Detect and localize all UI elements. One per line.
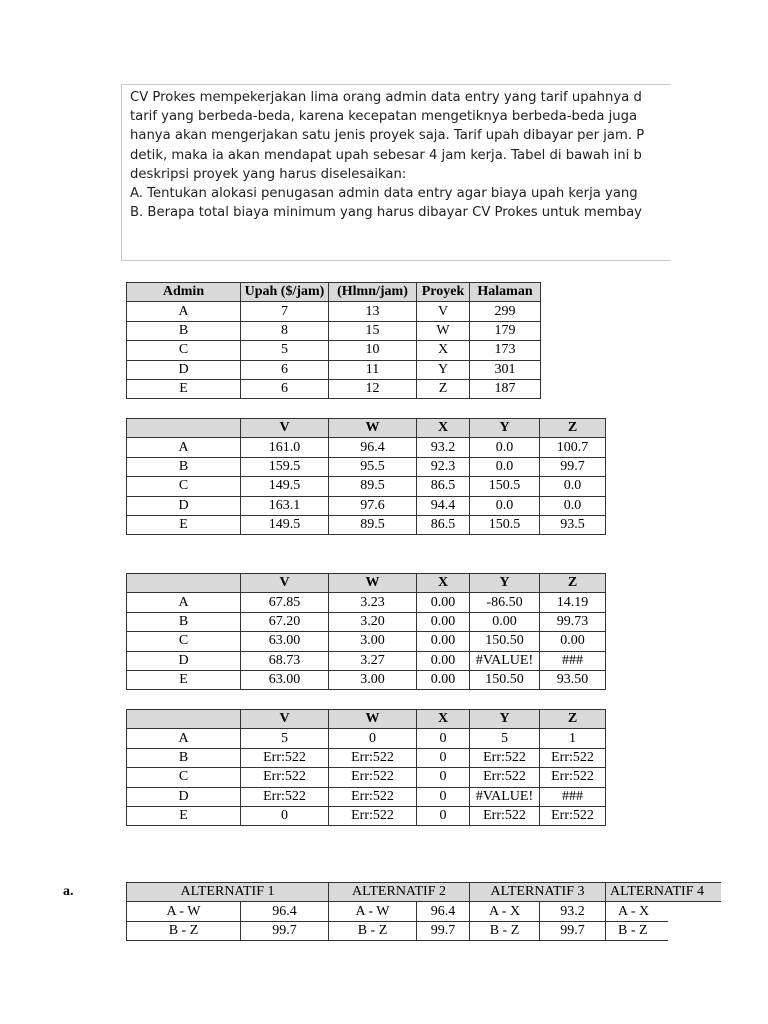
table-cell: E [127,670,241,689]
table-cell: #VALUE! [470,787,540,806]
alternative-header: ALTERNATIF 3 [470,883,606,902]
question-line: deskripsi proyek yang harus diselesaikan: [130,166,407,182]
table-row [127,321,541,340]
table-cell: 161.0 [241,438,329,457]
table-cell: 99.7 [241,921,329,940]
column-header: Y [470,419,540,438]
table-row [127,632,606,651]
table-cell: 149.5 [241,477,329,496]
table-row [127,438,606,457]
table-cell: 93.2 [417,438,470,457]
table-cell: 89.5 [329,515,417,534]
table-cell: 99.73 [540,612,606,631]
table-cell: Err:522 [241,748,329,767]
column-header: W [329,419,417,438]
table-cell: 92.3 [417,457,470,476]
column-header: Upah ($/jam) [241,283,329,302]
table-cell: 149.5 [241,515,329,534]
table-cell: 15 [329,321,417,340]
table-cell: B [127,612,241,631]
table-cell: 96.4 [417,902,470,921]
table-cell: 0 [241,806,329,825]
alternative-header: ALTERNATIF 2 [329,883,470,902]
table-cell: A - X [606,902,722,921]
column-header: Z [540,710,606,729]
table-cell: 3.27 [329,651,417,670]
table-row [127,379,541,398]
table-cell: B - Z [127,921,241,940]
page-edge-mask [668,902,768,944]
table-row [127,496,606,515]
table-cell: 0 [417,748,470,767]
table-cell: Err:522 [470,806,540,825]
table-cell: D [127,496,241,515]
table-cell: 96.4 [241,902,329,921]
table-cell: 0 [417,806,470,825]
table-cell: 150.50 [470,670,540,689]
table-cell: 1 [540,729,606,748]
table-cell: 0 [417,768,470,787]
table-cell: Err:522 [540,748,606,767]
admin-data-table [126,282,541,399]
table-row [127,768,606,787]
column-header [127,419,241,438]
alternatives-table [126,882,721,941]
table-cell: B - Z [606,921,722,940]
table-cell: ### [540,651,606,670]
table-cell: 0 [417,729,470,748]
question-line: CV Prokes mempekerjakan lima orang admin data entry yang tarif upahnya d [130,90,642,105]
table-cell: 3.23 [329,593,417,612]
table-cell: A - W [127,902,241,921]
table-cell: 14.19 [540,593,606,612]
table-cell: Err:522 [470,748,540,767]
question-line: detik, maka ia akan mendapat upah sebesar 4 jam kerja. Tabel di bawah ini b [130,147,642,163]
table-cell: 187 [470,379,541,398]
table-cell: C [127,341,241,360]
table-cell: B [127,748,241,767]
table-cell: 0.00 [417,593,470,612]
column-header: X [417,574,470,593]
table-row [127,302,541,321]
assignment-matrix-table [126,709,606,826]
table-row [127,457,606,476]
table-cell: 93.5 [540,515,606,534]
table-cell: 86.5 [417,515,470,534]
table-cell: 6 [241,360,329,379]
table-row [127,806,606,825]
column-header: X [417,710,470,729]
column-header: V [241,419,329,438]
alternative-header: ALTERNATIF 4 [606,883,722,902]
alternatives-clip [126,882,721,944]
table-cell: 0 [329,729,417,748]
table-cell: 301 [470,360,541,379]
table-cell: 0 [417,787,470,806]
table-cell: 299 [470,302,541,321]
table-row [127,515,606,534]
column-header: W [329,574,417,593]
table-cell: C [127,477,241,496]
table-cell: ### [540,787,606,806]
table-cell: D [127,360,241,379]
table-cell: 13 [329,302,417,321]
table-cell: 179 [470,321,541,340]
table-row [127,670,606,689]
column-header: Admin [127,283,241,302]
table-cell: 6 [241,379,329,398]
table-cell: Err:522 [540,768,606,787]
table-cell: 10 [329,341,417,360]
column-header [127,574,241,593]
table-cell: B [127,321,241,340]
table-cell: 0.0 [470,438,540,457]
table-cell: 0.00 [417,612,470,631]
table-cell: Err:522 [241,787,329,806]
table-header-row [127,710,606,729]
table-cell: Err:522 [329,748,417,767]
table-cell: 68.73 [241,651,329,670]
table-cell: 7 [241,302,329,321]
table-cell: Y [417,360,470,379]
table-cell: A - X [470,902,540,921]
table-cell: Err:522 [329,768,417,787]
table-cell: -86.50 [470,593,540,612]
table-row [127,921,722,940]
table-cell: C [127,768,241,787]
table-cell: 12 [329,379,417,398]
question-line: A. Tentukan alokasi penugasan admin data entry agar biaya upah kerja yang [130,186,638,202]
column-header: V [241,710,329,729]
table-cell: E [127,515,241,534]
table-cell: 0.00 [470,612,540,631]
table-cell: Err:522 [241,768,329,787]
column-header: Proyek [417,283,470,302]
table-cell: E [127,806,241,825]
table-header-row [127,574,606,593]
table-cell: D [127,787,241,806]
table-row [127,651,606,670]
reduced-matrix-table [126,573,606,690]
table-cell: Err:522 [470,768,540,787]
table-cell: 94.4 [417,496,470,515]
table-cell: 159.5 [241,457,329,476]
table-cell: 150.5 [470,477,540,496]
table-cell: 3.00 [329,670,417,689]
column-header: (Hlmn/jam) [329,283,417,302]
table-cell: A [127,593,241,612]
table-cell: 97.6 [329,496,417,515]
table-row [127,360,541,379]
table-cell: C [127,632,241,651]
table-cell: 89.5 [329,477,417,496]
table-cell: 5 [241,729,329,748]
table-cell: 95.5 [329,457,417,476]
table-cell: 67.20 [241,612,329,631]
table-cell: 3.00 [329,632,417,651]
alternative-header: ALTERNATIF 1 [127,883,329,902]
table-cell: 0.00 [540,632,606,651]
column-header [127,710,241,729]
table-cell: 99.7 [540,457,606,476]
table-cell: Err:522 [540,806,606,825]
table-cell: 99.7 [540,921,606,940]
table-header-row [127,883,722,902]
table-cell: 96.4 [329,438,417,457]
table-cell: B - Z [470,921,540,940]
table-header-row [127,283,541,302]
table-cell: 5 [241,341,329,360]
table-row [127,477,606,496]
table-cell: 0.00 [417,651,470,670]
table-cell: 0.00 [417,670,470,689]
table-cell: 11 [329,360,417,379]
table-cell: 93.50 [540,670,606,689]
table-cell: A [127,729,241,748]
table-cell: 150.5 [470,515,540,534]
table-cell: W [417,321,470,340]
table-cell: B [127,457,241,476]
column-header: Z [540,419,606,438]
table-cell: 8 [241,321,329,340]
column-header: Y [470,710,540,729]
table-cell: B - Z [329,921,417,940]
column-header: W [329,710,417,729]
column-header: Z [540,574,606,593]
column-header: Halaman [470,283,541,302]
question-line: B. Berapa total biaya minimum yang harus dibayar CV Prokes untuk membay [130,205,642,221]
table-cell: 0.0 [470,457,540,476]
table-cell: 0.0 [470,496,540,515]
column-header: X [417,419,470,438]
table-cell: 0.00 [417,632,470,651]
question-line: hanya akan mengerjakan satu jenis proyek saja. Tarif upah dibayar per jam. P [130,128,645,144]
answer-label: a. [63,884,74,899]
table-cell: 99.7 [417,921,470,940]
table-cell: A [127,438,241,457]
cost-matrix-table [126,418,606,535]
table-row [127,341,541,360]
table-cell: A [127,302,241,321]
table-cell: 163.1 [241,496,329,515]
table-cell: 0.0 [540,477,606,496]
table-cell: #VALUE! [470,651,540,670]
table-cell: 86.5 [417,477,470,496]
table-cell: Err:522 [329,806,417,825]
table-cell: V [417,302,470,321]
table-header-row [127,419,606,438]
column-header: V [241,574,329,593]
table-cell: X [417,341,470,360]
table-cell: 67.85 [241,593,329,612]
table-cell: 63.00 [241,670,329,689]
table-cell: E [127,379,241,398]
table-row [127,593,606,612]
table-row [127,612,606,631]
table-row [127,748,606,767]
table-cell: D [127,651,241,670]
table-row [127,729,606,748]
table-cell: Err:522 [329,787,417,806]
table-cell: 3.20 [329,612,417,631]
question-text-box [121,84,671,261]
table-row [127,787,606,806]
table-cell: Z [417,379,470,398]
table-cell: 150.50 [470,632,540,651]
table-cell: 5 [470,729,540,748]
table-cell: 93.2 [540,902,606,921]
table-cell: A - W [329,902,417,921]
table-cell: 100.7 [540,438,606,457]
table-row [127,902,722,921]
table-cell: 63.00 [241,632,329,651]
column-header: Y [470,574,540,593]
table-cell: 0.0 [540,496,606,515]
table-cell: 173 [470,341,541,360]
question-line: tarif yang berbeda-beda, karena kecepatan mengetiknya berbeda-beda juga [130,109,638,125]
